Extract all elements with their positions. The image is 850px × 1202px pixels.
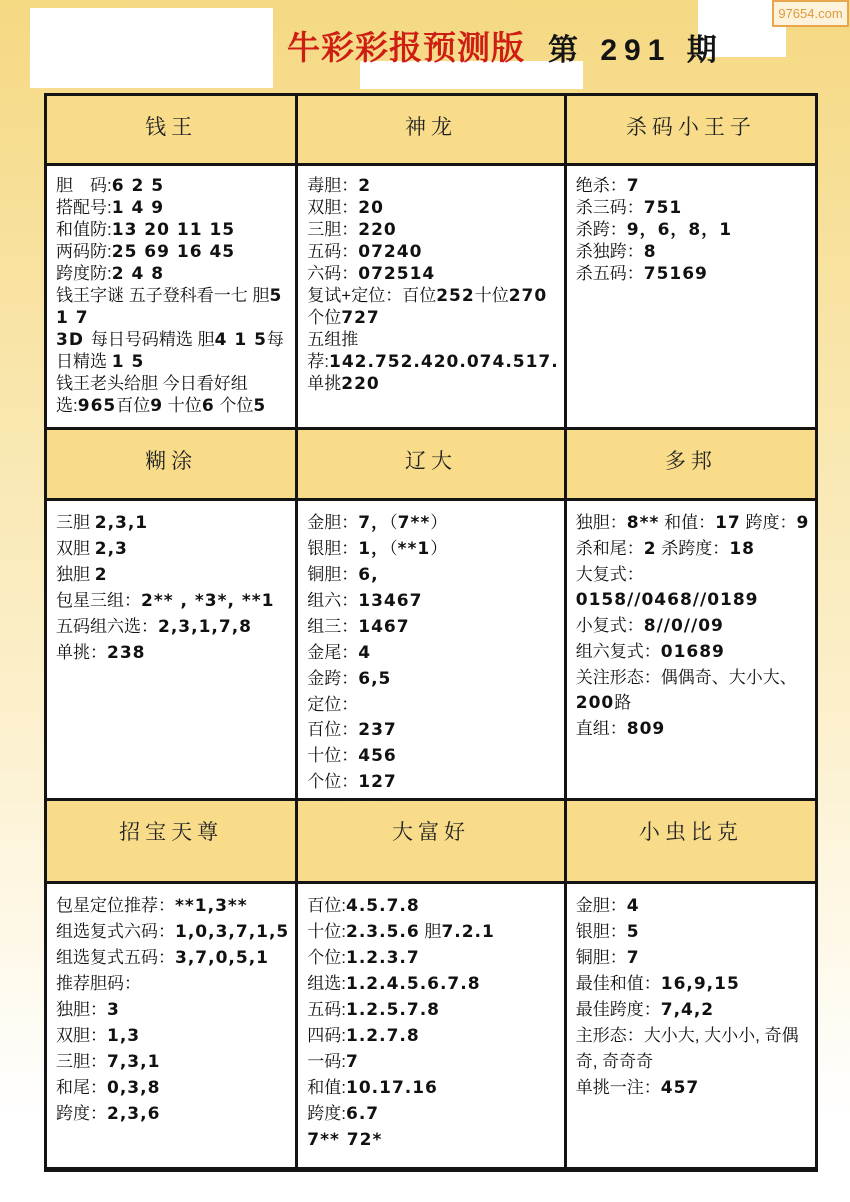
field-label: 主形态：大小大, 大小小, 奇偶奇, 奇奇奇 [575,1026,799,1071]
prediction-line [56,373,290,417]
field-value: **1 [397,539,431,559]
field-value: 13467 [358,591,423,611]
field-label: 铜胆： [575,948,627,967]
field-label: 双胆 [56,539,95,558]
field-value: 07240 [358,242,423,262]
field-value: 5 [626,922,640,942]
field-value: 01689 [660,642,725,662]
panel-title-duobang: 多邦 [567,430,815,498]
prediction-line [56,241,290,263]
field-label: 组选: [307,974,346,993]
field-value: **1,3** [175,896,248,916]
panel-body-hutu [47,501,295,798]
field-value: 18 [729,539,755,559]
field-value: 8** [626,513,660,533]
field-value: 0158//0468//0189 [575,590,759,610]
field-label: 个位 [307,308,342,327]
prediction-line [307,769,558,795]
field-label: 关注形态：偶偶奇、大小大、 [575,668,797,687]
field-value: 4 [626,896,640,916]
field-value: 457 [660,1078,700,1098]
field-value: 7 [626,176,640,196]
prediction-line [307,971,558,997]
field-value: 6.7 [346,1104,380,1124]
field-value: 6,5 [358,669,392,689]
prediction-line [576,263,810,285]
field-label: 杀五码： [575,264,644,283]
prediction-line [56,175,290,197]
prediction-line [56,197,290,219]
prediction-line [56,510,290,536]
field-label: 个位： [307,772,359,791]
field-label: 三胆： [307,220,359,239]
watermark-text: 97654.com [778,6,843,21]
field-value: 456 [358,746,397,766]
field-value: 2,3,1,7,8 [158,617,252,637]
issue-number: 第 291 期 [548,34,724,67]
prediction-line [307,893,558,919]
field-label: 组选复式五码： [56,948,175,967]
prediction-line [307,510,558,536]
prediction-line [576,665,810,716]
field-label: （ [389,513,398,532]
prediction-line [307,640,558,666]
page-title: 牛彩彩报预测版 [287,29,525,66]
field-label: 复试+定位：百位 [307,286,437,305]
field-label: 单挑一注： [575,1078,661,1097]
field-label: 组六： [307,591,359,610]
field-value: 8 [643,242,657,262]
field-label: 双胆： [307,198,359,217]
field-label: 包星三组： [56,591,141,610]
field-label: 钱王字谜 五子登科看一七 胆 [56,286,270,305]
prediction-line [307,945,558,971]
field-value: 965 [77,396,117,416]
prediction-line [56,1023,290,1049]
field-label: 小复式： [575,616,644,635]
prediction-line [307,373,558,395]
field-value: 220 [341,374,380,394]
prediction-line [56,329,290,373]
field-value: 2 [643,539,657,559]
field-label: 金胆： [575,896,627,915]
prediction-line [56,997,290,1023]
prediction-line [576,716,810,742]
panel-body-xiaochong-bike [567,884,815,1167]
field-value: 7 [626,948,640,968]
field-label: ） [430,513,448,532]
field-label: 百位: [307,896,346,915]
field-value: 1,0,3,7,1,5 [175,922,290,942]
field-value: 7.2.1 [441,922,495,942]
field-label: 五码: [307,1000,346,1019]
field-value: 1， [358,539,390,559]
field-label: 银胆： [575,922,627,941]
prediction-line [307,692,558,717]
prediction-line [576,639,810,665]
field-label: （ [389,539,398,558]
prediction-line [56,536,290,562]
field-value: 7， [358,513,390,533]
panel-title-shenlong: 神龙 [298,96,563,163]
prediction-line [576,997,810,1023]
field-label: 直组： [575,719,627,738]
prediction-line [56,971,290,997]
field-label: 和尾： [56,1078,107,1097]
field-label: 路 [614,693,632,712]
field-value: 5 [253,396,267,416]
field-label: ） [430,539,448,558]
field-label: 单挑 [307,374,342,393]
prediction-line [56,1049,290,1075]
field-value: 237 [358,720,397,740]
field-label: 个位 [214,396,254,415]
field-value: 127 [358,772,397,792]
field-label: 组三： [307,617,359,636]
panel-title-shama-xiaowangzi: 杀码小王子 [567,96,815,163]
field-label: 铜胆： [307,565,359,584]
prediction-line [307,263,558,285]
field-value: 142.752.420.074.517. [329,352,559,372]
field-label: 金尾： [307,643,359,662]
field-label: 胆 码: [56,176,112,195]
prediction-line [307,666,558,692]
prediction-line [307,588,558,614]
prediction-line [307,997,558,1023]
panel-body-liaoda [298,501,563,798]
prediction-line [576,1075,810,1101]
field-value: 1 4 9 [111,198,165,218]
field-value: 2 [358,176,372,196]
field-label: 包星定位推荐： [56,896,175,915]
field-label: 组选复式六码： [56,922,175,941]
panel-body-shenlong [298,166,563,427]
prediction-line [576,613,810,639]
field-value: 10.17.16 [346,1078,438,1098]
field-label: 大复式： [575,565,644,584]
field-value: 2.3.5.6 [346,922,420,942]
field-label: 杀三码： [575,198,644,217]
prediction-line [56,640,290,666]
panel-body-dafuhao [298,884,563,1167]
prediction-line [56,893,290,919]
field-label: 跨度： [56,1104,107,1123]
field-label: 十位： [307,746,359,765]
field-value: 9，6，8，1 [626,220,733,240]
field-label: 银胆： [307,539,359,558]
field-label: 每日精选 [56,330,284,371]
prediction-line [56,219,290,241]
prediction-line [576,197,810,219]
field-label: 金跨： [307,669,359,688]
field-label: 三胆 [56,513,95,532]
field-value: 7,4,2 [660,1000,715,1020]
field-label: 六码： [307,264,359,283]
field-label: 五码组六选： [56,617,158,636]
prediction-line [576,562,810,613]
prediction-line [576,1023,810,1075]
field-label: 和值: [307,1078,346,1097]
field-label: 独胆： [575,513,627,532]
prediction-line [576,241,810,263]
prediction-line [56,588,290,614]
field-value: 1 5 [111,352,145,372]
field-label: 百位 [116,396,151,415]
field-value: 1467 [358,617,410,637]
prediction-line [576,945,810,971]
field-value: 5 1 7 [56,286,283,328]
prediction-line [576,919,810,945]
field-value: 072514 [358,264,436,284]
field-value: 809 [626,719,666,739]
field-label: 跨度： [740,513,797,532]
field-value: 2,3 [94,539,128,559]
field-label: 独胆： [56,1000,107,1019]
field-value: 727 [341,308,380,328]
field-label: 绝杀： [575,176,627,195]
field-label: 单挑： [56,643,107,662]
prediction-line [56,945,290,971]
panel-body-duobang [567,501,815,798]
field-label: 五码： [307,242,359,261]
field-value: 9 [796,513,810,533]
prediction-line [307,614,558,640]
prediction-line [307,536,558,562]
prediction-line [576,175,810,197]
field-label: 杀和尾： [575,539,644,558]
field-value: 25 69 16 45 [111,242,236,262]
prediction-line [307,197,558,219]
prediction-line [56,614,290,640]
prediction-table [44,93,818,1172]
panel-body-shama-xiaowangzi [567,166,815,427]
field-value: 7 [346,1052,359,1072]
field-value: 2 [94,565,108,585]
field-label: 金胆： [307,513,359,532]
field-value: 4 1 5 [214,330,267,350]
field-value: 252 [436,286,475,306]
field-label: 最佳跨度： [575,1000,661,1019]
field-label: 杀跨度： [656,539,730,558]
field-value: 20 [358,198,384,218]
watermark-badge[interactable] [772,0,849,27]
field-label: 组六复式： [575,642,661,661]
field-value: 200 [575,693,615,713]
field-value: 8//0//09 [643,616,724,636]
field-value: 751 [643,198,683,218]
field-label: 和值防: [56,220,112,239]
prediction-line [307,1075,558,1101]
field-label: 最佳和值： [575,974,661,993]
field-value: 75169 [643,264,708,284]
prediction-line [56,1075,290,1101]
prediction-line [56,1101,290,1127]
prediction-line [307,285,558,329]
prediction-line [307,329,558,373]
field-value: 16,9,15 [660,974,740,994]
field-value: 17 [715,513,741,533]
prediction-line [307,219,558,241]
field-label: 五组推荐: [307,330,359,371]
field-label: 四码: [307,1026,346,1045]
field-value: 1.2.5.7.8 [346,1000,440,1020]
prediction-line [307,743,558,769]
field-value: 238 [107,643,146,663]
field-label: 百位： [307,720,359,739]
field-value: 270 [508,286,548,306]
field-value: 1,3 [107,1026,141,1046]
field-label: 三胆： [56,1052,107,1071]
field-label: 和值： [659,513,716,532]
field-label: 跨度防: [56,264,112,283]
field-value: 1.2.7.8 [346,1026,420,1046]
field-value: 2,3,6 [107,1104,161,1124]
field-value: 9 [150,396,164,416]
field-value: 4 [358,643,372,663]
prediction-line [307,562,558,588]
field-label: 一码: [307,1052,346,1071]
field-label: 胆 [419,922,442,941]
field-label: 个位: [307,948,346,967]
panel-body-zhaobao-tianzun [47,884,295,1167]
prediction-line [307,175,558,197]
field-value: 1.2.4.5.6.7.8 [346,974,481,994]
field-value: 1.2.3.7 [346,948,420,968]
prediction-line [56,562,290,588]
field-label: 钱王老头给胆 今日看好组选: [56,374,248,415]
field-value: 220 [358,220,397,240]
prediction-line [576,893,810,919]
panel-title-qianwang: 钱王 [47,96,295,163]
field-value: 3D [56,330,91,350]
prediction-line [307,717,558,743]
panel-title-hutu: 糊涂 [47,430,295,498]
prediction-line [56,263,290,285]
field-value: 7,3,1 [107,1052,161,1072]
field-value: 7** 72* [307,1130,383,1150]
panel-title-liaoda: 辽大 [298,430,563,498]
field-label: 推荐胆码： [56,974,141,993]
field-value: 3 [107,1000,120,1020]
field-value: 2 4 8 [111,264,165,284]
field-value: 2** , *3*, **1 [141,591,275,611]
panel-title-zhaobao-tianzun: 招宝天尊 [47,801,295,881]
prediction-line [307,1023,558,1049]
panel-body-qianwang [47,166,295,427]
prediction-line [56,919,290,945]
field-value: 6 2 5 [111,176,165,196]
field-label: 十位 [474,286,509,305]
prediction-line [576,219,810,241]
prediction-line [307,1127,558,1153]
prediction-line [307,919,558,945]
field-label: 杀跨： [575,220,627,239]
field-label: 毒胆： [307,176,359,195]
field-value: 2,3,1 [94,513,149,533]
field-label: 跨度: [307,1104,346,1123]
field-label: 每日号码精选 胆 [90,330,215,349]
field-value: 3,7,0,5,1 [175,948,269,968]
field-value: 13 20 11 15 [111,220,236,240]
prediction-line [576,971,810,997]
prediction-line [307,1049,558,1075]
panel-title-dafuhao: 大富好 [298,801,563,881]
field-value: 0,3,8 [107,1078,161,1098]
field-label: 十位: [307,922,346,941]
field-value: 6, [358,565,379,585]
field-label: 搭配号: [56,198,112,217]
prediction-line [307,1101,558,1127]
field-label: 两码防: [56,242,112,261]
field-value: 7** [397,513,431,533]
field-value: 6 [201,396,215,416]
blank-box-top-left [30,8,273,88]
panel-title-xiaochong-bike: 小虫比克 [567,801,815,881]
field-value: 4.5.7.8 [346,896,420,916]
field-label: 十位 [163,396,202,415]
field-label: 独胆 [56,565,95,584]
field-label: 定位： [307,695,359,714]
prediction-line [56,285,290,329]
prediction-line [576,510,810,562]
field-label: 杀独跨： [575,242,644,261]
prediction-line [307,241,558,263]
field-label: 双胆： [56,1026,107,1045]
